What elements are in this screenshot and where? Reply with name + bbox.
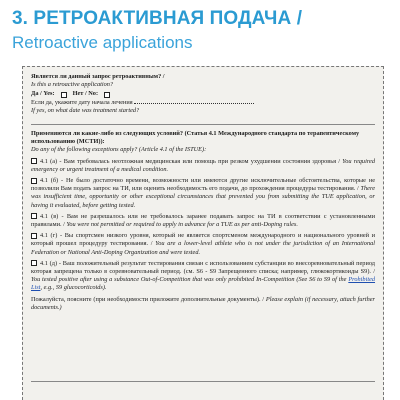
no-label: Нет / No: [72,90,99,98]
exception-option-d [31,232,375,257]
explain-prompt-en: Please explain (if necessary, attach further documents.) [31,295,375,311]
explanation-field[interactable] [31,381,375,382]
yes-no-row [31,90,375,98]
yes-checkbox[interactable] [61,92,67,98]
exception-option-a [31,158,375,174]
treatment-date-field[interactable] [134,103,254,104]
option-e-text-en-2: , e.g., S9 glucocorticoids). [40,284,107,292]
treatment-date-row [31,99,375,115]
exceptions-question-en: Do any of the following exceptions apply? (Article 4.1 of the ISTUE): [31,146,207,154]
option-a-checkbox[interactable] [31,158,37,164]
question-ru: Является ли данный запрос ретроактивным? / [31,73,165,80]
exceptions-question-ru: Применяются ли какие-либо из следующих условий? (Статья 4.1 Международного стандарта по терапевтическому использованию (МСТИ)): [31,130,360,146]
option-e-text-ru: 4.1 (д) - Ваш положительный результат тестирования связан с использованием субстанции во внесоревновательный период которая запрещена только в соревновательный период. (см. S6 - S9 Запрещенного списка; например, глюкокортикоиды S9). / [31,259,375,276]
option-c-checkbox[interactable] [31,213,37,219]
explain-prompt [31,296,375,312]
slide-title: 3. РЕТРОАКТИВНАЯ ПОДАЧА / [12,8,303,29]
option-e-text-en-1: You tested positive after using a substance Out-of-Competition that was only prohibited In-Competition (See S6 to S9 of the [31,276,347,284]
option-d-text-en: You are a lower-level athlete who is not under the jurisdiction of an International Federation or National Anti-Doping Organization and were tested. [31,240,376,256]
option-d-checkbox[interactable] [31,233,37,239]
option-b-text-ru: 4.1 (б) - Не было достаточно времени, возможности или имеются другие исключительные обстоятельства, которые не позволили Вам подать запрос на ТИ, или оценить необходимость его подачи, до прохождения процедуры тестирования. / [31,177,375,193]
no-checkbox[interactable] [104,92,110,98]
option-d-text-ru: 4.1 (г) - Вы спортсмен низкого уровня, который не является спортсменом международного и национального уровней и который прошел процедуру тестирования. / [31,232,375,248]
treatment-date-label-en: If yes, on what date was treatment started? [31,106,140,114]
exception-option-b [31,177,375,210]
tue-form-section [22,66,384,400]
question-en: Is this a retroactive application? [31,81,114,89]
explain-prompt-ru: Пожалуйста, поясните (при необходимости приложите дополнительные документы). / [31,295,265,303]
option-c-text-ru: 4.1 (в) - Вам не разрешалось или не требовалось заранее подавать запрос на ТИ в соответствии с установленными правилами. / [31,212,375,229]
option-a-text-ru: 4.1 (а) - Вам требовалась неотложная медицинская или помощь при резком ухудшении состояния здоровья / [40,157,341,165]
treatment-date-line [31,117,375,125]
retroactive-question [31,73,375,89]
option-b-checkbox[interactable] [31,178,37,184]
exception-option-c [31,213,375,229]
slide-subtitle: Retroactive applications [12,33,193,52]
exception-option-e [31,260,375,293]
exceptions-question [31,130,375,155]
option-c-text-en: You were not permitted or required to apply in advance for a TUE as per anti-Doping rules. [66,221,298,229]
treatment-date-label-ru: Если да, укажите дату начала лечения [31,98,133,106]
option-e-checkbox[interactable] [31,260,37,266]
option-b-text-en: There was insufficient time, opportunity or other exceptional circumstances that prevented you from submitting the TUE application, or having it evaluated, before getting tested. [31,185,375,209]
yes-label: Да / Yes: [31,90,55,98]
prohibited-list-link[interactable]: Prohibited List [31,276,376,292]
option-a-text-en: You required emergency or urgent treatment of a medical condition. [31,157,375,173]
